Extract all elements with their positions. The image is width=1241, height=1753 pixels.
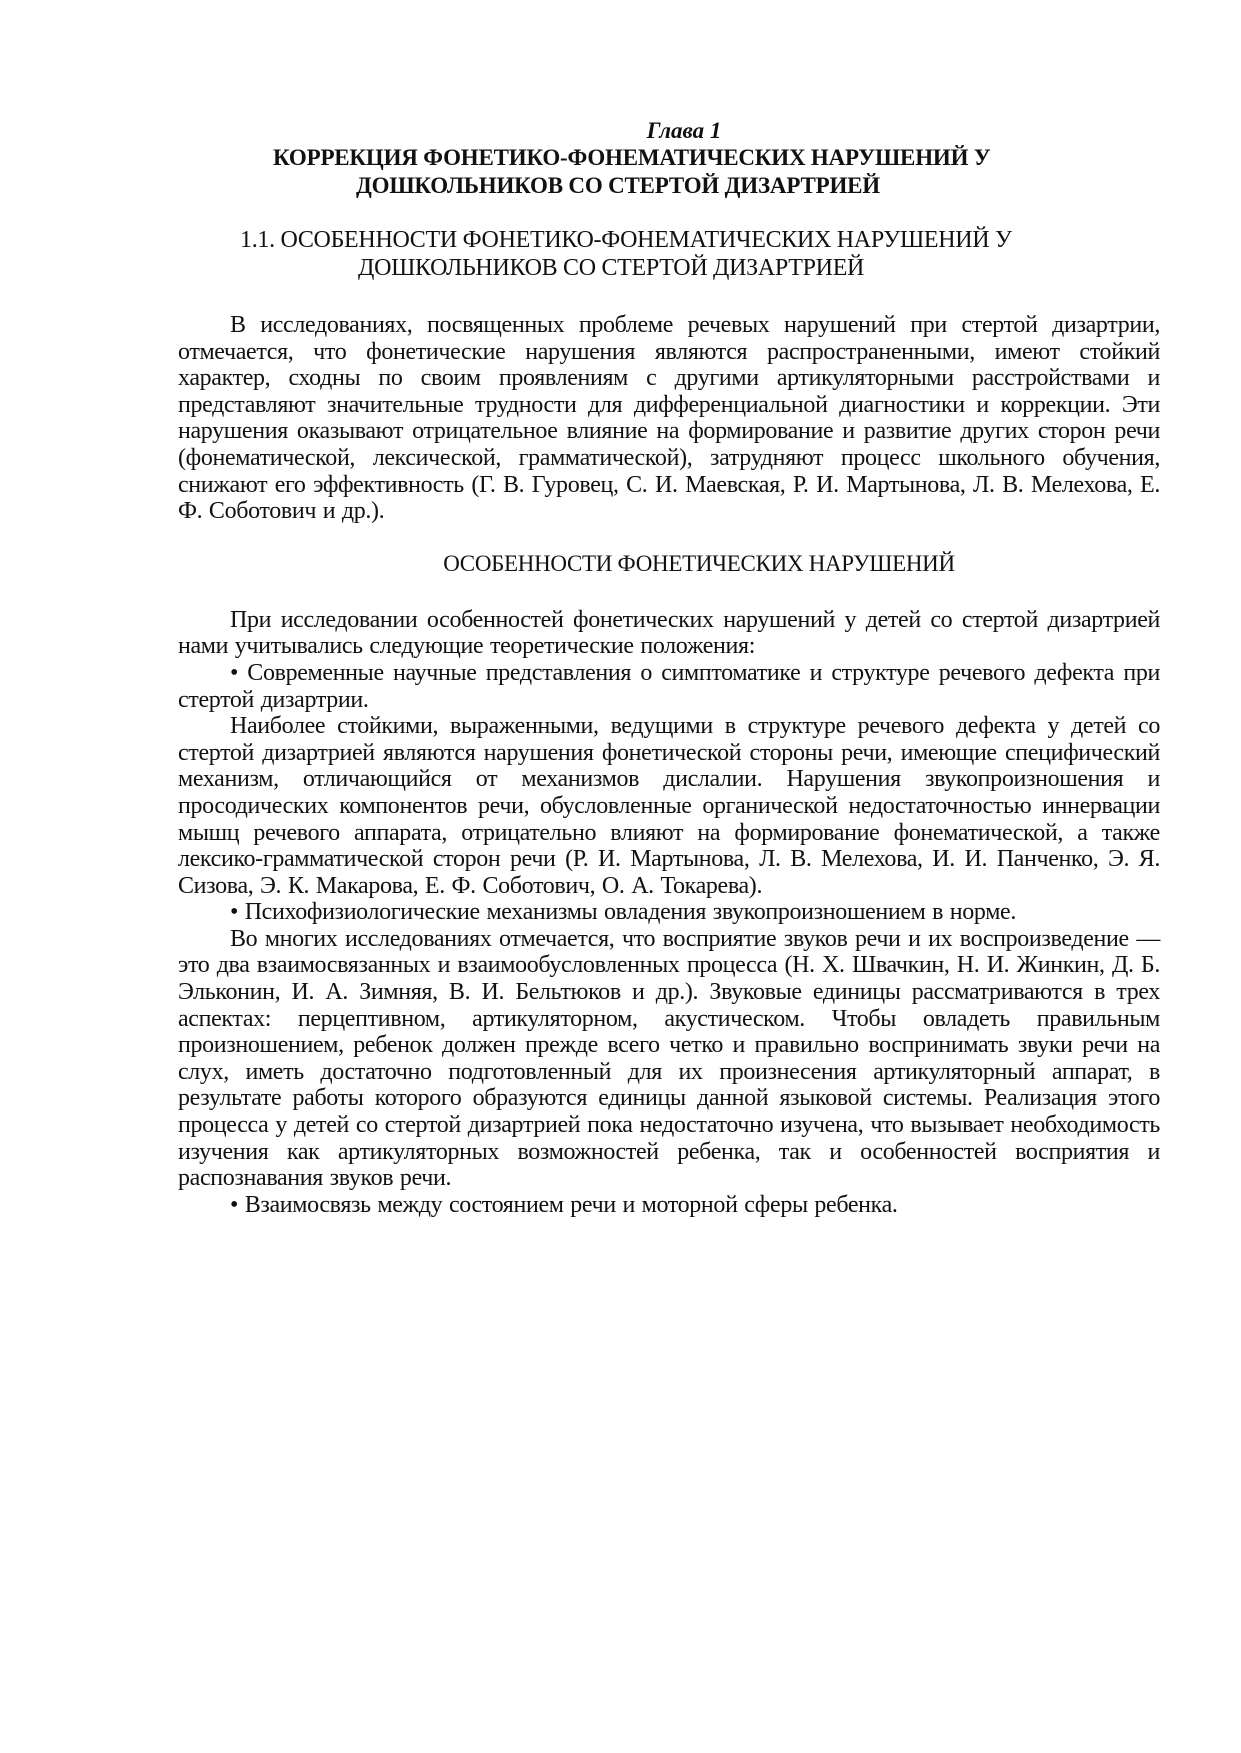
section-title <box>178 226 1160 282</box>
subsection-title: ОСОБЕННОСТИ ФОНЕТИЧЕСКИХ НАРУШЕНИЙ <box>443 550 955 576</box>
paragraph: При исследовании особенностей фонетических нарушений у детей со стертой дизартрией нами учитывались следующие теоретические положения: <box>178 606 1160 660</box>
paragraph-intro: В исследованиях, посвященных проблеме речевых нарушений при стертой дизартрии, отмечается, что фонетические нарушения являются распространенными, имеют стойкий характер, сходны по своим проявлениям с другими артикуляторными расстройствами и представляют значительные трудности для дифференциальной диагностики и коррекции. Эти нарушения оказывают отрицательное влияние на формирование и развитие других сторон речи (фонематической, лексической, грамматической), затрудняют процесс школьного обучения, снижают его эффективность (Г. В. Гуровец, С. И. Маевская, Р. И. Мартынова, Л. В. Мелехова, Е. Ф. Соботович и др.). <box>178 312 1160 525</box>
section-title-line-2: ДОШКОЛЬНИКОВ СО СТЕРТОЙ ДИЗАРТРИЕЙ <box>358 255 865 281</box>
bullet-item: • Современные научные представления о симптоматике и структуре речевого дефекта при стертой дизартрии. <box>178 659 1160 713</box>
chapter-title-line-1: КОРРЕКЦИЯ ФОНЕТИКО-ФОНЕМАТИЧЕСКИХ НАРУШЕНИЙ У <box>273 145 991 170</box>
paragraph: Наиболее стойкими, выраженными, ведущими в структуре речевого дефекта у детей со стертой дизартрией являются нарушения фонетической стороны речи, имеющие специфический механизм, отличающийся от механизмов дислалии. Нарушения звукопроизношения и просодических компонентов речи, обусловленные органической недостаточностью иннервации мышц речевого аппарата, отрицательно влияют на формирование фонематической, а также лексико-грамматической сторон речи (Р. И. Мартынова, Л. В. Мелехова, И. И. Панченко, Э. Я. Сизова, Э. К. Макарова, Е. Ф. Соботович, О. А. Токарева). <box>178 713 1160 899</box>
section-title-line-1: 1.1. ОСОБЕННОСТИ ФОНЕТИКО-ФОНЕМАТИЧЕСКИХ НАРУШЕНИЙ У <box>240 227 1012 253</box>
bullet-item: • Взаимосвязь между состоянием речи и моторной сферы ребенка. <box>230 1191 898 1218</box>
chapter-label: Глава 1 <box>646 118 722 143</box>
chapter-title-line-2: ДОШКОЛЬНИКОВ СО СТЕРТОЙ ДИЗАРТРИЕЙ <box>356 173 880 198</box>
bullet-item: • Психофизиологические механизмы овладения звукопроизношением в норме. <box>230 899 1017 926</box>
paragraph: Во многих исследованиях отмечается, что восприятие звуков речи и их воспроизведение — это два взаимосвязанных и взаимообусловленных процесса (Н. Х. Швачкин, Н. И. Жинкин, Д. Б. Эльконин, И. А. Зимняя, В. И. Бельтюков и др.). Звуковые единицы рассматриваются в трех аспектах: перцептивном, артикуляторном, акустическом. Чтобы овладеть правильным произношением, ребенок должен прежде всего четко и правильно воспринимать звуки речи на слух, иметь достаточно подготовленный для их произнесения артикуляторный аппарат, в результате работы которого образуются единицы данной языковой системы. Реализация этого процесса у детей со стертой дизартрией пока недостаточно изучена, что вызывает необходимость изучения как артикуляторных возможностей ребенка, так и особенностей восприятия и распознавания звуков речи. <box>178 925 1160 1192</box>
chapter-title <box>178 144 1160 200</box>
document-page <box>178 118 1160 1218</box>
